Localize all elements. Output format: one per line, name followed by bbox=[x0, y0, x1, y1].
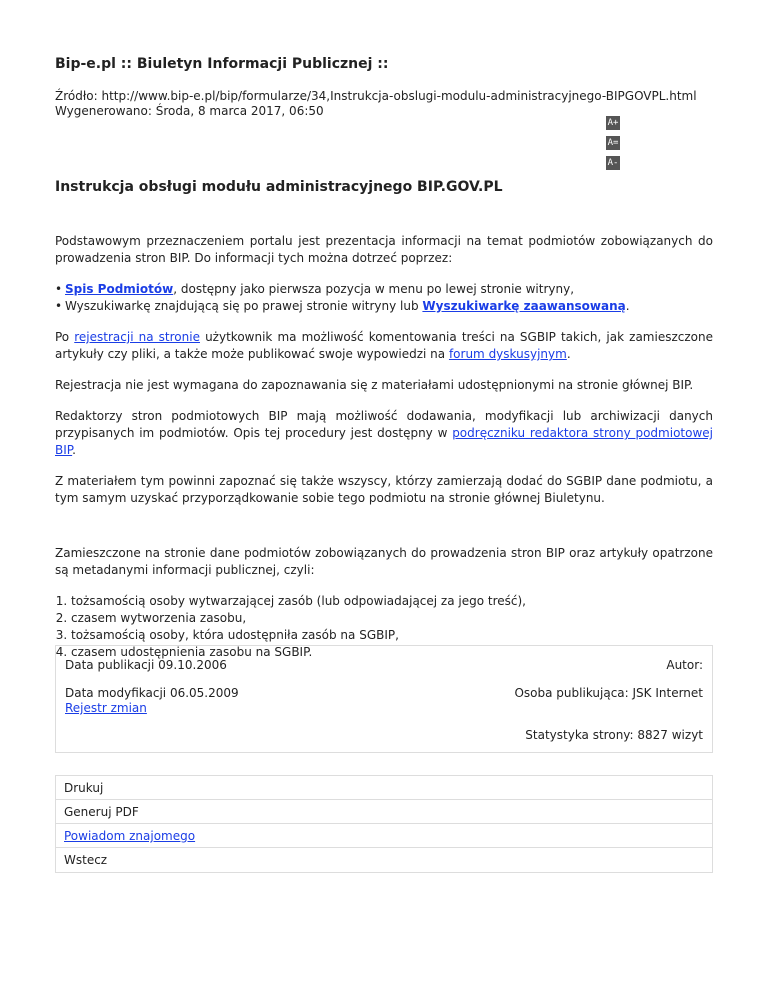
author-label: Autor: bbox=[666, 658, 703, 672]
publication-info-box bbox=[55, 645, 713, 753]
modification-date: Data modyfikacji 06.05.2009 bbox=[65, 686, 239, 700]
list-item: 2. czasem wytworzenia zasobu, bbox=[71, 610, 713, 627]
materials-paragraph: Z materiałem tym powinni zapoznać się także wszyscy, którzy zamierzają dodać do SGBIP dane podmiotu, a tym samym uzyskać przyporządkowanie sobie tego podmiotu na stronie głównej Biuletynu. bbox=[55, 474, 713, 505]
back-action[interactable]: Wstecz bbox=[64, 853, 108, 867]
page-actions bbox=[55, 775, 713, 873]
registration-note: Rejestracja nie jest wymagana do zapoznawania się z materiałami udostępnionymi na stronie głównej BIP. bbox=[55, 378, 694, 392]
list-item: 3. tożsamością osoby, która udostępniła zasób na SGBIP, bbox=[71, 627, 713, 644]
page-stats: Statystyka strony: 8827 wizyt bbox=[525, 728, 703, 742]
publication-date: Data publikacji 09.10.2006 bbox=[65, 658, 227, 672]
paragraph-end: . bbox=[72, 443, 76, 457]
paragraph-text: użytkownik ma możliwość komentowania treści na SGBIP takich, jak zamieszczone artykuły czy pliki, a także może publikować swoje wypowiedzi na bbox=[55, 330, 713, 361]
site-title: Bip-e.pl :: Biuletyn Informacji Publicznej :: bbox=[55, 56, 389, 72]
editors-paragraph bbox=[55, 408, 713, 459]
spacer bbox=[55, 521, 713, 545]
list-item bbox=[55, 281, 713, 298]
generated-line: Wygenerowano: Środa, 8 marca 2017, 06:50 bbox=[55, 104, 324, 118]
paragraph-end: . bbox=[566, 347, 571, 361]
metadata-paragraph: Zamieszczone na stronie dane podmiotów zobowiązanych do prowadzenia stron BIP oraz artykuły opatrzone są metadanymi informacji publicznej, czyli: bbox=[55, 546, 713, 577]
access-list bbox=[55, 281, 713, 315]
registration-link[interactable]: rejestracji na stronie bbox=[74, 330, 200, 344]
font-decrease-icon[interactable]: A- bbox=[607, 158, 619, 168]
list-item: 1. tożsamością osoby wytwarzającej zasób (lub odpowiadającej za jego treść), bbox=[71, 593, 713, 610]
font-reset-icon[interactable]: A= bbox=[607, 138, 619, 148]
source-line: Źródło: http://www.bip-e.pl/bip/formularze/34,Instrukcja-obslugi-modulu-administracyjnego-BIPGOVPL.html bbox=[55, 89, 697, 103]
forum-link[interactable]: forum dyskusyjnym bbox=[448, 347, 567, 361]
list-item-text: , dostępny jako pierwsza pozycja w menu po lewej stronie witryny, bbox=[173, 282, 575, 296]
generate-pdf-action[interactable]: Generuj PDF bbox=[56, 800, 712, 824]
publisher: Osoba publikująca: JSK Internet bbox=[514, 686, 703, 700]
list-item-text: Wyszukiwarkę znajdującą się po prawej stronie witryny lub bbox=[65, 299, 423, 313]
registration-paragraph bbox=[55, 329, 713, 363]
article-title: Instrukcja obsługi modułu administracyjnego BIP.GOV.PL bbox=[55, 179, 503, 195]
advanced-search-link[interactable]: Wyszukiwarkę zaawansowaną bbox=[422, 299, 626, 313]
modification-info bbox=[65, 686, 239, 716]
page-meta bbox=[55, 89, 697, 119]
font-size-controls bbox=[606, 116, 620, 176]
entities-list-link[interactable]: Spis Podmiotów bbox=[65, 282, 174, 296]
intro-paragraph: Podstawowym przeznaczeniem portalu jest prezentacja informacji na temat podmiotów zobowiązanych do prowadzenia stron BIP. Do informacji tych można dotrzeć poprzez: bbox=[55, 234, 713, 265]
article-content bbox=[55, 233, 713, 675]
paragraph-text: Redaktorzy stron podmiotowych BIP mają możliwość dodawania, modyfikacji lub archiwizacji danych przypisanych im podmiotów. Opis tej procedury jest dostępny w bbox=[55, 409, 713, 440]
list-item-end: . bbox=[625, 299, 630, 313]
notify-friend-link[interactable]: Powiadom znajomego bbox=[64, 829, 196, 843]
paragraph-text: Po bbox=[55, 330, 75, 344]
font-increase-icon[interactable]: A+ bbox=[607, 118, 619, 128]
change-log-link[interactable]: Rejestr zmian bbox=[65, 701, 147, 715]
list-item: 4. czasem udostępnienia zasobu na SGBIP. bbox=[71, 644, 713, 661]
editor-manual-link[interactable]: podręczniku redaktora strony podmiotowej BIP bbox=[55, 426, 713, 457]
list-item bbox=[55, 298, 713, 315]
notify-friend-row bbox=[56, 824, 712, 848]
print-action[interactable]: Drukuj bbox=[56, 776, 712, 800]
